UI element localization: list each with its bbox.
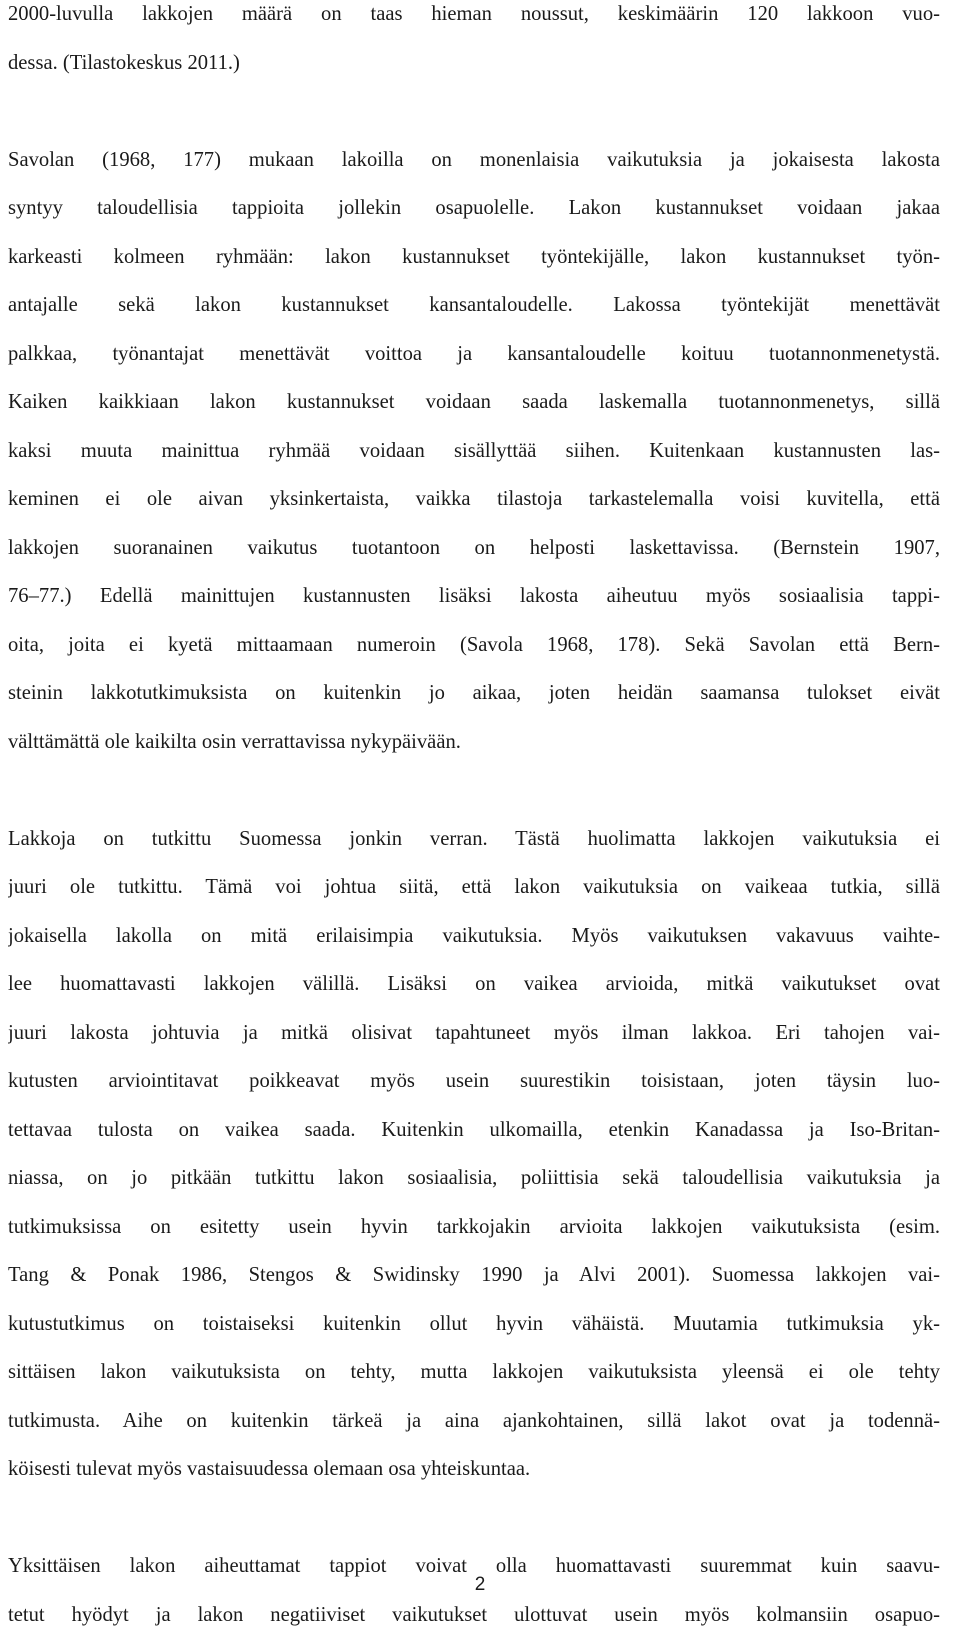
text-line: tutkimusta. Aihe on kuitenkin tärkeä ja aina ajankohtainen, sillä lakot ovat ja todennä- — [8, 1397, 940, 1446]
text-line: kutusten arviointitavat poikkeavat myös usein suurestikin toisistaan, joten täysin luo- — [8, 1057, 940, 1106]
text-line: palkkaa, työnantajat menettävät voittoa ja kansantaloudelle koituu tuotannonmenetystä. — [8, 330, 940, 379]
text-line: Kaiken kaikkiaan lakon kustannukset voidaan saada laskemalla tuotannonmenetys, sillä — [8, 378, 940, 427]
text-line: dessa. (Tilastokeskus 2011.) — [8, 39, 940, 88]
text-line: juuri lakosta johtuvia ja mitkä olisivat tapahtuneet myös ilman lakkoa. Eri tahojen vai- — [8, 1009, 940, 1058]
paragraph — [8, 136, 940, 767]
text-line: lee huomattavasti lakkojen välillä. Lisäksi on vaikea arvioida, mitkä vaikutukset ovat — [8, 960, 940, 1009]
text-line: Tang & Ponak 1986, Stengos & Swidinsky 1990 ja Alvi 2001). Suomessa lakkojen vai- — [8, 1251, 940, 1300]
text-line: köisesti tulevat myös vastaisuudessa olemaan osa yhteiskuntaa. — [8, 1445, 940, 1494]
text-line: syntyy taloudellisia tappioita jollekin osapuolelle. Lakon kustannukset voidaan jakaa — [8, 184, 940, 233]
text-line: tettavaa tulosta on vaikea saada. Kuitenkin ulkomailla, etenkin Kanadassa ja Iso-Britan- — [8, 1106, 940, 1155]
text-line: Lakkoja on tutkittu Suomessa jonkin verran. Tästä huolimatta lakkojen vaikutuksia ei — [8, 815, 940, 864]
text-line: 76–77.) Edellä mainittujen kustannusten lisäksi lakosta aiheutuu myös sosiaalisia tappi- — [8, 572, 940, 621]
text-line: juuri ole tutkittu. Tämä voi johtua siitä, että lakon vaikutuksia on vaikeaa tutkia, sillä — [8, 863, 940, 912]
text-line: steinin lakkotutkimuksista on kuitenkin jo aikaa, joten heidän saamansa tulokset eivät — [8, 669, 940, 718]
paragraph — [8, 0, 940, 87]
page-number: 2 — [0, 1574, 960, 1596]
text-line: 2000-luvulla lakkojen määrä on taas hieman noussut, keskimäärin 120 lakkoon vuo- — [8, 0, 940, 39]
text-line: niassa, on jo pitkään tutkittu lakon sosiaalisia, poliittisia sekä taloudellisia vaikutuksia ja — [8, 1154, 940, 1203]
text-line: kaksi muuta mainittua ryhmää voidaan sisällyttää siihen. Kuitenkaan kustannusten las- — [8, 427, 940, 476]
text-line: keminen ei ole aivan yksinkertaista, vaikka tilastoja tarkastelemalla voisi kuvitella, että — [8, 475, 940, 524]
text-line: tetut hyödyt ja lakon negatiiviset vaikutukset ulottuvat usein myös kolmansiin osapuo- — [8, 1591, 940, 1639]
text-line: jokaisella lakolla on mitä erilaisimpia vaikutuksia. Myös vaikutuksen vakavuus vaihte- — [8, 912, 940, 961]
text-line: lakkojen suoranainen vaikutus tuotantoon on helposti laskettavissa. (Bernstein 1907, — [8, 524, 940, 573]
text-line: tutkimuksissa on esitetty usein hyvin tarkkojakin arvioita lakkojen vaikutuksista (esim. — [8, 1203, 940, 1252]
text-line: sittäisen lakon vaikutuksista on tehty, mutta lakkojen vaikutuksista yleensä ei ole tehty — [8, 1348, 940, 1397]
paragraph — [8, 815, 940, 1494]
text-line: karkeasti kolmeen ryhmään: lakon kustannukset työntekijälle, lakon kustannukset työn- — [8, 233, 940, 282]
text-line: välttämättä ole kaikilta osin verrattavissa nykypäivään. — [8, 718, 940, 767]
text-line: oita, joita ei kyetä mittaamaan numeroin (Savola 1968, 178). Sekä Savolan että Bern- — [8, 621, 940, 670]
text-line: kutustutkimus on toistaiseksi kuitenkin ollut hyvin vähäistä. Muutamia tutkimuksia yk- — [8, 1300, 940, 1349]
text-line: Savolan (1968, 177) mukaan lakoilla on monenlaisia vaikutuksia ja jokaisesta lakosta — [8, 136, 940, 185]
text-line: Yksittäisen lakon aiheuttamat tappiot voivat olla huomattavasti suuremmat kuin saavu- — [8, 1542, 940, 1591]
text-line: antajalle sekä lakon kustannukset kansantaloudelle. Lakossa työntekijät menettävät — [8, 281, 940, 330]
